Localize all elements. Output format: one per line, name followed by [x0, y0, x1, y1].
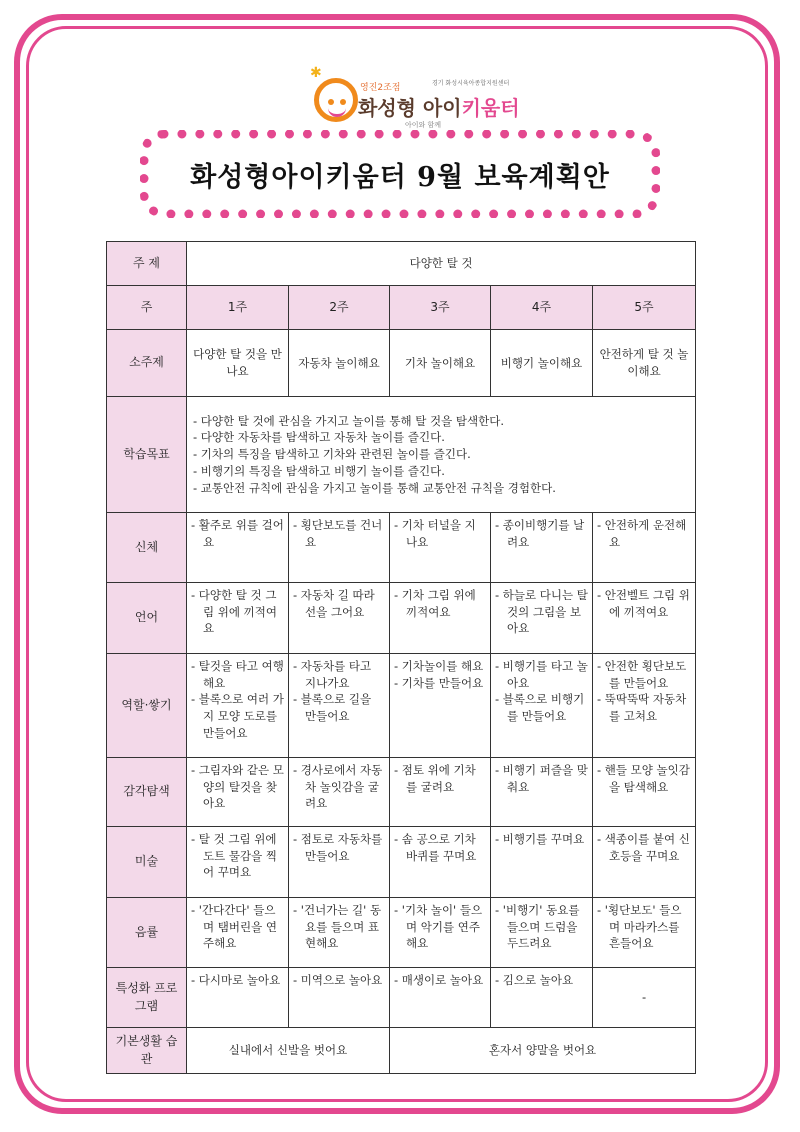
star-icon: ✱	[310, 65, 322, 81]
special-cell: -	[593, 968, 696, 1028]
activity-item: - '비행기' 동요를 들으며 드럼을 두드려요	[495, 903, 580, 951]
activity-cell	[491, 758, 593, 827]
goals-list	[187, 397, 696, 513]
activity-item: - 안전하게 운전해요	[597, 518, 687, 549]
page-title: 화성형아이키움터 9월 보육계획안	[190, 161, 610, 193]
activity-cell	[289, 898, 390, 968]
activity-row-music	[107, 898, 696, 968]
activity-item: - 블록으로 길을 만들어요	[293, 692, 372, 724]
activity-cell	[390, 654, 491, 758]
logo-slogan: 영진2조점	[360, 83, 401, 93]
activity-item: - 뚝딱뚝딱 자동차를 고쳐요	[597, 692, 687, 724]
activity-item: - 자동차 길 따라 선을 그어요	[293, 588, 375, 619]
activity-cell	[187, 827, 289, 898]
activity-cell	[390, 827, 491, 898]
theme-value: 다양한 탈 것	[187, 242, 696, 286]
activity-cell	[187, 583, 289, 654]
subtheme-row	[107, 330, 696, 397]
activity-item: - '기차 놀이' 들으며 악기를 연주해요	[394, 903, 483, 951]
week-4: 4주	[491, 286, 593, 330]
special-label: 특성화 프로그램	[107, 968, 187, 1028]
logo-name-prefix: 화성형 아이	[358, 96, 462, 120]
activity-item: - 점토로 자동차를 만들어요	[293, 832, 383, 863]
activity-item: - '횡단보도' 들으며 마라카스를 흔들어요	[597, 903, 682, 951]
activity-item: - 색종이를 붙여 신호등을 꾸며요	[597, 832, 690, 863]
activity-item: - 하늘로 다니는 탈것의 그림을 보아요	[495, 588, 588, 636]
activity-cell	[593, 513, 696, 583]
logo-org: 경기 화성시육아종합지원센터	[432, 80, 510, 87]
activity-cell	[491, 513, 593, 583]
habits-right: 혼자서 양말을 벗어요	[390, 1028, 696, 1074]
activity-item: - 기차를 만들어요	[394, 675, 484, 690]
goal-item: - 비행기의 특징을 탐색하고 비행기 놀이를 즐긴다.	[193, 463, 445, 478]
special-program-row	[107, 968, 696, 1028]
activity-item: - 경사로에서 자동차 놀잇감을 굴려요	[293, 763, 383, 811]
activity-label: 신체	[107, 513, 187, 583]
subtheme-2: 자동차 놀이해요	[289, 330, 390, 397]
activity-item: - 블록으로 여러 가지 모양 도로를 만들어요	[191, 692, 284, 740]
activity-item: - 핸들 모양 놀잇감을 탐색해요	[597, 763, 690, 794]
activity-cell	[390, 583, 491, 654]
activity-cell	[593, 758, 696, 827]
habits-left: 실내에서 신발을 벗어요	[187, 1028, 390, 1074]
goals-row	[107, 397, 696, 513]
activity-item: - 종이비행기를 날려요	[495, 518, 585, 549]
activity-cell	[390, 898, 491, 968]
activity-row-sensory	[107, 758, 696, 827]
special-cell	[289, 968, 390, 1028]
logo	[310, 65, 520, 130]
activity-cell	[289, 827, 390, 898]
activity-item: - 비행기를 타고 놀아요	[495, 659, 588, 690]
activity-cell	[187, 898, 289, 968]
activity-item: - 안전벨트 그림 위에 끼적여요	[597, 588, 690, 619]
activity-item: - 탈 것 그림 위에 도트 물감을 찍어 꾸며요	[191, 832, 277, 880]
activity-cell	[491, 654, 593, 758]
goals-label: 학습목표	[107, 397, 187, 513]
activity-item: - 그림자와 같은 모양의 탈것을 찾아요	[191, 763, 284, 811]
activity-cell	[593, 583, 696, 654]
title-box	[140, 130, 660, 218]
activity-item: - 점토 위에 기차를 굴려요	[394, 763, 476, 794]
activity-item: - 안전한 횡단보도를 만들어요	[597, 659, 687, 690]
special-cell	[390, 968, 491, 1028]
logo-name-highlight: 키움터	[461, 96, 520, 120]
subtheme-4: 비행기 놀이해요	[491, 330, 593, 397]
habits-label: 기본생활 습관	[107, 1028, 187, 1074]
activity-cell	[289, 758, 390, 827]
week-row	[107, 286, 696, 330]
goal-item: - 다양한 탈 것에 관심을 가지고 놀이를 통해 탈 것을 탐색한다.	[193, 413, 504, 428]
activity-item: - '간다간다' 들으며 탬버린을 연주해요	[191, 903, 277, 951]
activity-cell	[593, 827, 696, 898]
activity-item: - 활주로 위를 걸어요	[191, 518, 284, 549]
theme-row	[107, 242, 696, 286]
week-1: 1주	[187, 286, 289, 330]
activity-item: - 기차 터널을 지나요	[394, 518, 476, 549]
activity-item: - 기차 그림 위에 끼적여요	[394, 588, 476, 619]
activity-cell	[289, 654, 390, 758]
activity-cell	[491, 583, 593, 654]
activity-row-roleplay	[107, 654, 696, 758]
week-5: 5주	[593, 286, 696, 330]
activity-item: - 횡단보도를 건너요	[293, 518, 383, 549]
special-cell	[491, 968, 593, 1028]
activity-item: - 블록으로 비행기를 만들어요	[495, 692, 585, 724]
activity-cell	[390, 758, 491, 827]
activity-cell	[593, 654, 696, 758]
activity-label: 미술	[107, 827, 187, 898]
subtheme-1: 다양한 탈 것을 만나요	[187, 330, 289, 397]
activity-cell	[289, 513, 390, 583]
special-cell	[187, 968, 289, 1028]
goal-item: - 다양한 자동차를 탐색하고 자동차 놀이를 즐긴다.	[193, 430, 445, 445]
special-item: - 다시마로 놀아요	[191, 973, 281, 987]
activity-label: 감각탐색	[107, 758, 187, 827]
goal-item: - 교통안전 규칙에 관심을 가지고 놀이를 통해 교통안전 규칙을 경험한다.	[193, 480, 556, 495]
theme-label: 주 제	[107, 242, 187, 286]
subtheme-3: 기차 놀이해요	[390, 330, 491, 397]
week-3: 3주	[390, 286, 491, 330]
activity-item: - 솜 공으로 기차 바퀴를 꾸며요	[394, 832, 477, 863]
activity-cell	[187, 513, 289, 583]
activity-item: - 다양한 탈 것 그림 위에 끼적여요	[191, 588, 277, 636]
activity-cell	[187, 654, 289, 758]
activity-item: - 기차놀이를 해요	[394, 659, 484, 673]
special-item: - 미역으로 놀아요	[293, 973, 383, 987]
smiley-face-icon	[314, 78, 358, 122]
activity-cell	[390, 513, 491, 583]
special-item: - 김으로 놀아요	[495, 973, 574, 987]
activity-item: - 비행기를 꾸며요	[495, 832, 585, 846]
activity-cell	[593, 898, 696, 968]
subtheme-5: 안전하게 탈 것 놀이해요	[593, 330, 696, 397]
logo-name	[358, 92, 520, 121]
activity-row-physical	[107, 513, 696, 583]
goal-item: - 기차의 특징을 탐색하고 기차와 관련된 놀이를 즐긴다.	[193, 447, 471, 462]
activity-label: 음률	[107, 898, 187, 968]
activity-item: - 비행기 퍼즐을 맞춰요	[495, 763, 588, 794]
plan-table	[106, 241, 696, 1074]
special-item: - 매생이로 놀아요	[394, 973, 484, 987]
activity-item: - '건너가는 길' 동요를 들으며 표현해요	[293, 903, 382, 951]
activity-item: - 탈것을 타고 여행해요	[191, 659, 284, 690]
week-label: 주	[107, 286, 187, 330]
activity-cell	[187, 758, 289, 827]
activity-row-art	[107, 827, 696, 898]
activity-row-language	[107, 583, 696, 654]
week-2: 2주	[289, 286, 390, 330]
activity-item: - 자동차를 타고 지나가요	[293, 659, 372, 690]
activity-label: 역할·쌓기	[107, 654, 187, 758]
activity-cell	[289, 583, 390, 654]
activity-cell	[491, 827, 593, 898]
habits-row	[107, 1028, 696, 1074]
activity-label: 언어	[107, 583, 187, 654]
subtheme-label: 소주제	[107, 330, 187, 397]
activity-cell	[491, 898, 593, 968]
logo-small-text: 아이와 함께	[405, 121, 442, 129]
